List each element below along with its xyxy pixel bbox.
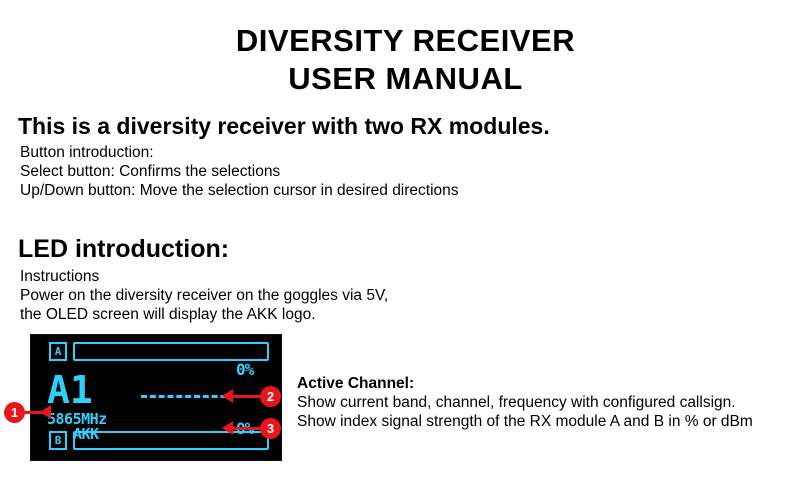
callout-marker-1: 1 [4, 402, 25, 423]
module-b-label: B [49, 431, 67, 450]
led-introduction-line-1: Instructions [20, 268, 100, 285]
title-line-1: DIVERSITY RECEIVER [235, 23, 576, 58]
callsign-display: AKK [73, 425, 99, 443]
module-a-label: A [49, 342, 67, 361]
button-introduction-section [0, 143, 811, 200]
callout-arrow-2-head [222, 389, 233, 403]
module-b-percent: 0% [236, 419, 254, 438]
callout-description [297, 374, 797, 431]
callout-arrow-1-head [40, 405, 51, 419]
document-title [0, 0, 811, 98]
led-introduction-line-3: the OLED screen will display the AKK logo. [20, 306, 316, 323]
callout-arrow-3-head [222, 421, 233, 435]
led-introduction-line-2: Power on the diversity receiver on the goggles via 5V, [20, 287, 389, 304]
module-a-percent: 0% [236, 360, 254, 379]
callout-marker-2: 2 [260, 386, 281, 407]
callout-line-1: Show current band, channel, frequency with configured callsign. [297, 394, 736, 411]
led-introduction-section [0, 267, 811, 324]
channel-display: A1 [47, 368, 93, 412]
frequency-display: 5865MHz [47, 410, 107, 428]
title-line-2: USER MANUAL [288, 61, 523, 96]
callout-line-2: Show index signal strength of the RX module A and B in % or dBm [297, 413, 753, 430]
callout-marker-3: 3 [260, 418, 281, 439]
document-subtitle: This is a diversity receiver with two RX modules. [18, 113, 550, 139]
module-a-signal-bar [73, 342, 269, 361]
button-introduction-heading: Button introduction: [20, 144, 154, 161]
callout-heading: Active Channel: [297, 375, 415, 392]
button-introduction-line-1: Select button: Confirms the selections [20, 163, 281, 180]
led-introduction-heading: LED introduction: [18, 235, 230, 263]
button-introduction-line-2: Up/Down button: Move the selection cursor in desired directions [20, 182, 459, 199]
